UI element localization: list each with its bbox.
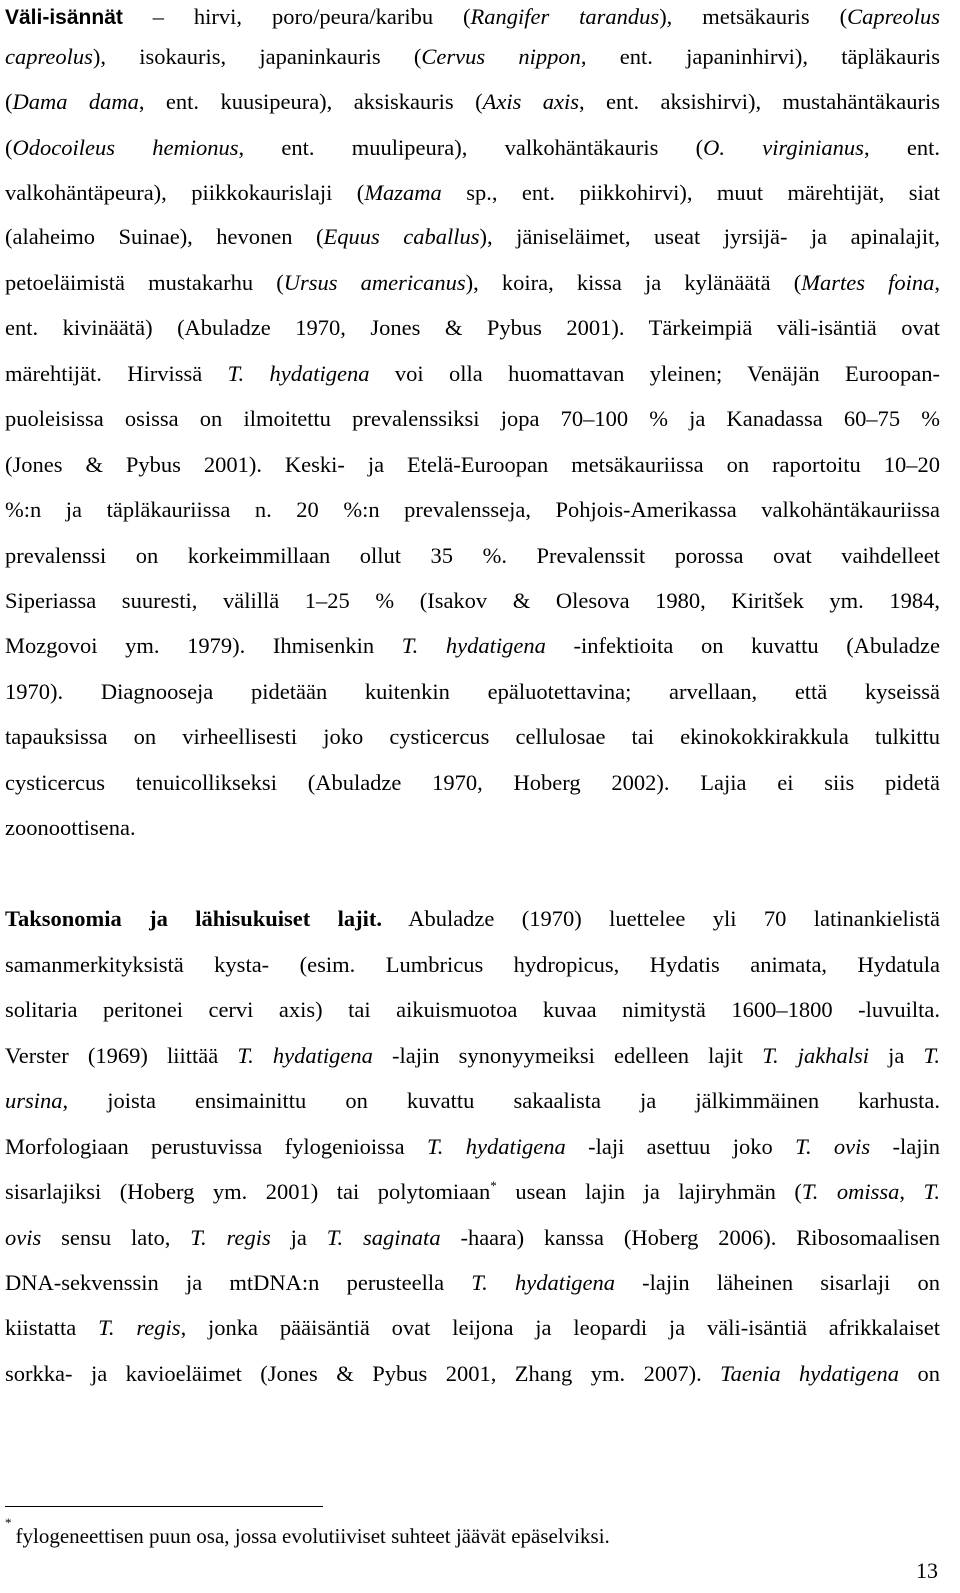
footnote-text: fylogeneettisen puun osa, jossa evolutiiviset suhteet jäävät epäselviksi.: [15, 1524, 610, 1548]
text-line: (alaheimo Suinae), hevonen (Equus caballus), jäniseläimet, useat jyrsijä- ja apinalajit,: [5, 224, 941, 249]
text-line: solitaria peritonei cervi axis) tai aikuismuotoa kuvaa nimitystä 1600–1800 -luvuilta.: [5, 997, 940, 1022]
text-line: ursina, joista ensimainittu on kuvattu sakaalista ja jälkimmäinen karhusta.: [5, 1088, 940, 1113]
footnote: [5, 1515, 940, 1550]
text-line: Mozgovoi ym. 1979). Ihmisenkin T. hydatigena -infektioita on kuvattu (Abuladze: [5, 633, 940, 658]
text-line: Siperiassa suuresti, välillä 1–25 % (Isakov & Olesova 1980, Kiritšek ym. 1984,: [5, 588, 940, 613]
text-line: prevalenssi on korkeimmillaan ollut 35 %. Prevalenssit porossa ovat vaihdelleet: [5, 543, 940, 568]
section-heading-hosts: Väli-isännät: [5, 6, 123, 29]
text-line: tapauksissa on virheellisesti joko cysticercus cellulosae tai ekinokokkirakkula tulkittu: [5, 724, 940, 749]
footnote-marker: *: [5, 1515, 12, 1530]
text-line: sisarlajiksi (Hoberg ym. 2001) tai polytomiaan* usean lajin ja lajiryhmän (T. omissa, T.: [5, 1177, 941, 1204]
text-line: 1970). Diagnooseja pidetään kuitenkin epäluotettavina; arvellaan, että kyseissä: [5, 679, 940, 704]
text-line: valkohäntäpeura), piikkokaurislaji (Mazama sp., ent. piikkohirvi), muut märehtijät, siat: [5, 180, 940, 205]
text-line: capreolus), isokauris, japaninkauris (Cervus nippon, ent. japaninhirvi), täpläkauris: [5, 44, 940, 69]
text-line: petoeläimistä mustakarhu (Ursus americanus), koira, kissa ja kylänäätä (Martes foina,: [5, 270, 940, 295]
text-line: märehtijät. Hirvissä T. hydatigena voi olla huomattavan yleinen; Venäjän Euroopan-: [5, 361, 940, 386]
text-line: ent. kivinäätä) (Abuladze 1970, Jones & Pybus 2001). Tärkeimpiä väli-isäntiä ovat: [5, 315, 940, 340]
text-line: Morfologiaan perustuvissa fylogenioissa T. hydatigena -laji asettuu joko T. ovis -lajin: [5, 1134, 940, 1159]
text-line: Väli-isännät – hirvi, poro/peura/karibu (Rangifer tarandus), metsäkauris (Capreolus: [5, 4, 940, 29]
text-line: (Jones & Pybus 2001). Keski- ja Etelä-Euroopan metsäkauriissa on raportoitu 10–20: [5, 452, 940, 477]
text-line: kiistatta T. regis, jonka pääisäntiä ovat leijona ja leopardi ja väli-isäntiä afrikkalaiset: [5, 1315, 940, 1340]
text-line: Verster (1969) liittää T. hydatigena -lajin synonyymeiksi edelleen lajit T. jakhalsi ja T.: [5, 1043, 940, 1068]
text-line: (Odocoileus hemionus, ent. muulipeura), valkohäntäkauris (O. virginianus, ent.: [5, 135, 940, 160]
footnote-reference[interactable]: *: [490, 1177, 497, 1193]
text-line: %:n ja täpläkauriissa n. 20 %:n prevalensseja, Pohjois-Amerikassa valkohäntäkauriissa: [5, 497, 940, 522]
text-line: samanmerkityksistä kysta- (esim. Lumbricus hydropicus, Hydatis animata, Hydatula: [5, 952, 940, 977]
footnote-separator: [5, 1506, 323, 1507]
text-line: cysticercus tenuicollikseksi (Abuladze 1970, Hoberg 2002). Lajia ei siis pidetä: [5, 770, 940, 795]
text-line: Taksonomia ja lähisukuiset lajit. Abuladze (1970) luettelee yli 70 latinankielistä: [5, 906, 940, 931]
section-heading-taxonomy: Taksonomia ja lähisukuiset lajit.: [5, 906, 383, 931]
text-line: (Dama dama, ent. kuusipeura), aksiskauris (Axis axis, ent. aksishirvi), mustahäntäkauris: [5, 89, 941, 114]
text-line: puoleisissa osissa on ilmoitettu prevalenssiksi jopa 70–100 % ja Kanadassa 60–75 %: [5, 406, 940, 431]
page-number: 13: [916, 1558, 938, 1583]
text-line: DNA-sekvenssin ja mtDNA:n perusteella T. hydatigena -lajin läheinen sisarlaji on: [5, 1270, 940, 1295]
text-line: zoonoottisena.: [5, 815, 136, 840]
text-line: sorkka- ja kavioeläimet (Jones & Pybus 2001, Zhang ym. 2007). Taenia hydatigena on: [5, 1361, 940, 1386]
text-line: ovis sensu lato, T. regis ja T. saginata -haara) kanssa (Hoberg 2006). Ribosomaalisen: [5, 1225, 941, 1250]
